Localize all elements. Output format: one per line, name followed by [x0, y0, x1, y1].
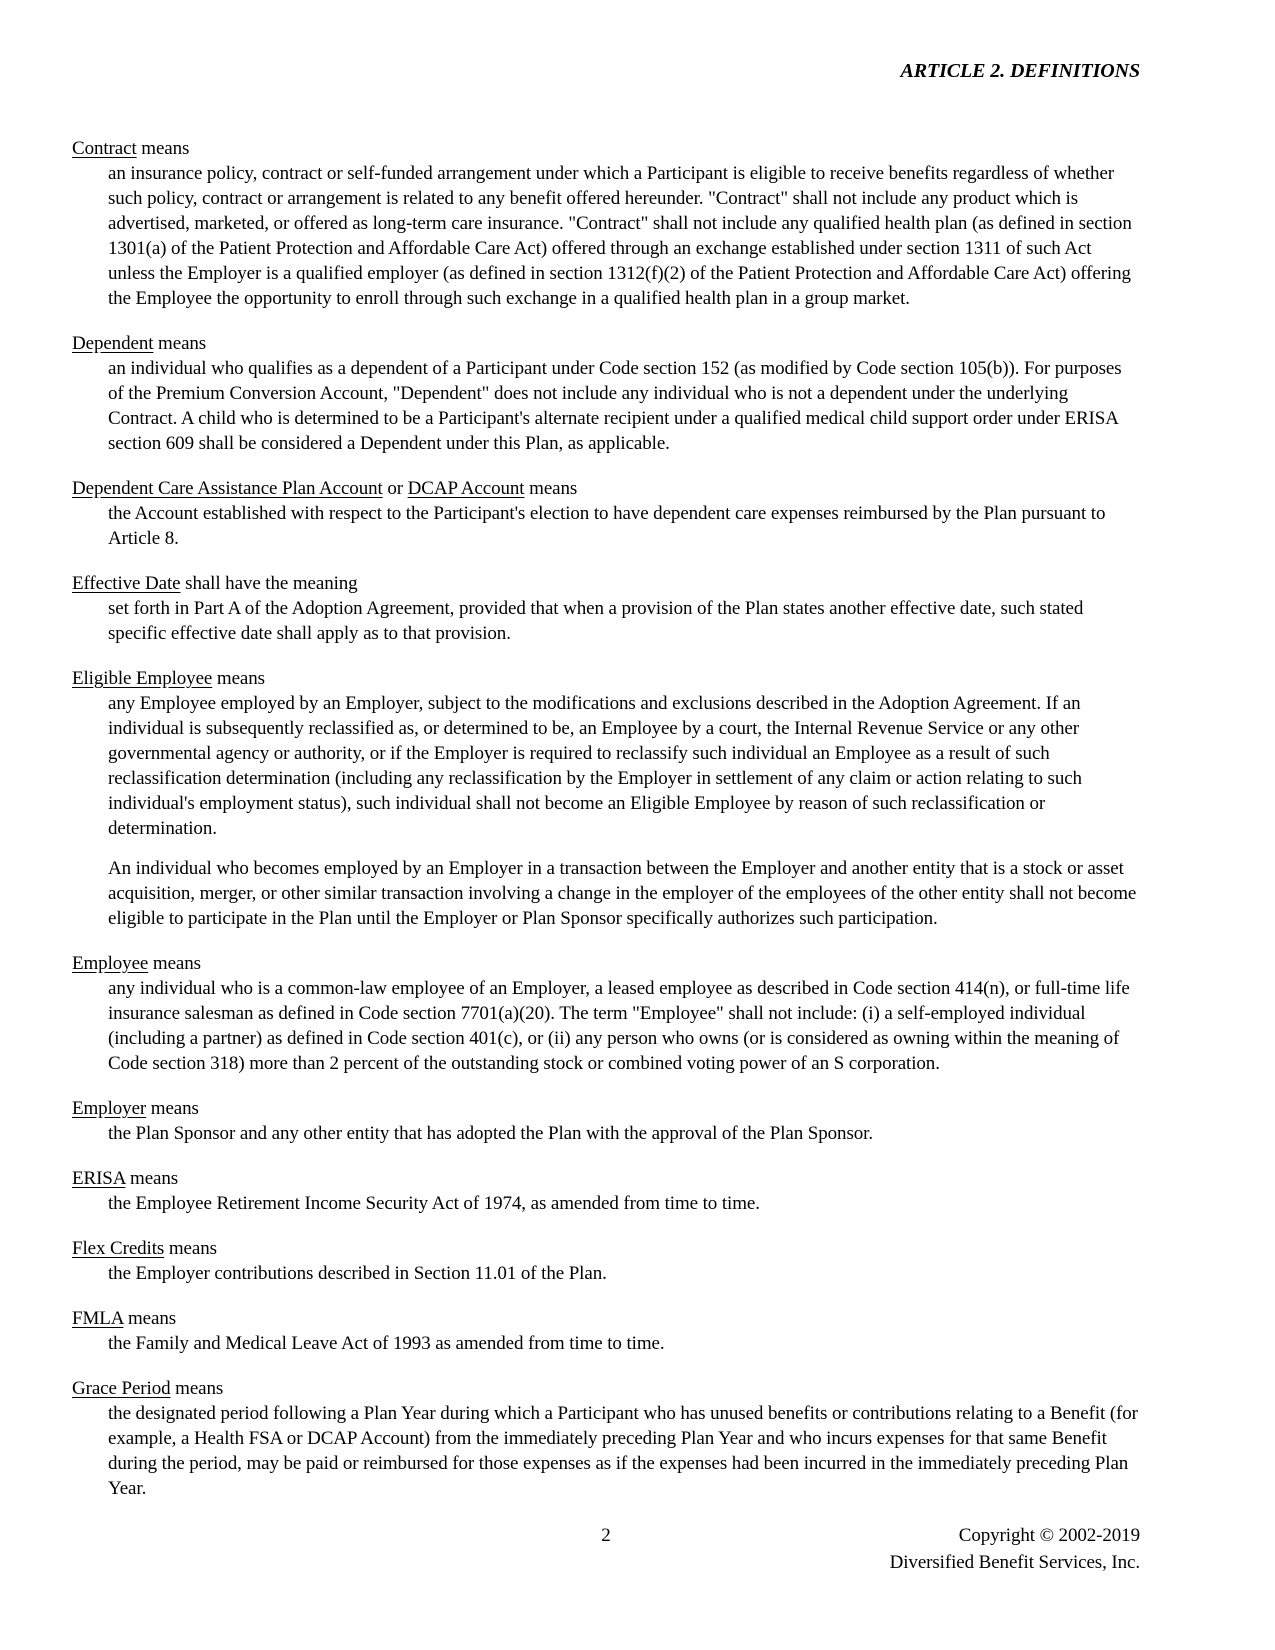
definition-heading-suffix: means: [524, 478, 578, 499]
definition-term: FMLA: [72, 1308, 124, 1329]
copyright-line-1: Copyright © 2002-2019: [958, 1525, 1140, 1546]
definition-heading-suffix: or: [382, 478, 408, 499]
definition-term: ERISA: [72, 1168, 126, 1189]
definition-paragraph: an individual who qualifies as a dependent of a Participant under Code section 152 (as modified by Code section 105(b)). For purposes of the Premium Conversion Account, "Dependent" does not include any individual who is not a dependent under the underlying Contract. A child who is determined to be a Participant's alternate recipient under a qualified medical child support order under ERISA section 609 shall be considered a Dependent under this Plan, as applicable.: [108, 358, 1122, 454]
definition-heading-suffix: means: [146, 1098, 199, 1119]
definition-term: Employee: [72, 953, 149, 974]
definition-block: [72, 1306, 1140, 1356]
definition-term: Grace Period: [72, 1378, 171, 1399]
definition-paragraph: the Account established with respect to the Participant's election to have dependent care expenses reimbursed by the Plan pursuant to Article 8.: [108, 503, 1106, 549]
article-title: ARTICLE 2. DEFINITIONS: [900, 60, 1140, 82]
definition-block: [72, 476, 1140, 551]
definition-heading: [72, 571, 1140, 596]
definition-paragraph: set forth in Part A of the Adoption Agreement, provided that when a provision of the Plan states another effective date, such stated specific effective date shall apply as to that provision.: [108, 598, 1084, 644]
definition-term: DCAP Account: [407, 478, 525, 499]
definition-paragraph: the Family and Medical Leave Act of 1993 as amended from time to time.: [108, 1333, 665, 1354]
definition-paragraph: the Employer contributions described in Section 11.01 of the Plan.: [108, 1263, 607, 1284]
definition-heading: [72, 1376, 1140, 1401]
definition-heading: [72, 136, 1140, 161]
definition-heading-suffix: means: [212, 668, 265, 689]
definition-paragraph: An individual who becomes employed by an Employer in a transaction between the Employer and another entity that is a stock or asset acquisition, merger, or other similar transaction involving a change in the employer of the employees of the other entity shall not become eligible to participate in the Plan until the Employer or Plan Sponsor specifically authorizes such participation.: [108, 858, 1137, 929]
definition-term: Dependent: [72, 333, 154, 354]
definition-heading-suffix: means: [136, 138, 190, 159]
definition-heading: [72, 1166, 1140, 1191]
definition-term: Eligible Employee: [72, 668, 213, 689]
definition-block: [72, 1166, 1140, 1216]
definition-heading-suffix: means: [148, 953, 201, 974]
definition-heading: [72, 951, 1140, 976]
definition-heading: [72, 1096, 1140, 1121]
definition-heading: [72, 666, 1140, 691]
definition-term: Flex Credits: [72, 1238, 165, 1259]
definition-block: [72, 136, 1140, 311]
definition-heading-suffix: means: [123, 1308, 177, 1329]
definition-heading-suffix: means: [125, 1168, 179, 1189]
definition-block: [72, 1096, 1140, 1146]
definition-block: [72, 331, 1140, 456]
definition-heading: [72, 476, 1140, 501]
definition-term: Dependent Care Assistance Plan Account: [72, 478, 383, 499]
definition-heading: [72, 1306, 1140, 1331]
definition-paragraph: an insurance policy, contract or self-funded arrangement under which a Participant is eligible to receive benefits regardless of whether such policy, contract or arrangement is related to any benefit offered hereunder. "Contract" shall not include any product which is advertised, marketed, or offered as long-term care insurance. "Contract" shall not include any qualified health plan (as defined in section 1301(a) of the Patient Protection and Affordable Care Act) offered through an exchange established under section 1311 of such Act unless the Employer is a qualified employer (as defined in section 1312(f)(2) of the Patient Protection and Affordable Care Act) offering the Employee the opportunity to enroll through such exchange in a qualified health plan in a group market.: [108, 163, 1132, 309]
definition-block: [72, 1236, 1140, 1286]
definition-block: [72, 951, 1140, 1076]
definition-block: [72, 666, 1140, 931]
definition-heading-suffix: means: [170, 1378, 224, 1399]
definition-heading-suffix: means: [153, 333, 207, 354]
definition-term: Effective Date: [72, 573, 181, 594]
definition-paragraph: any Employee employed by an Employer, subject to the modifications and exclusions described in the Adoption Agreement. If an individual is subsequently reclassified as, or determined to be, an Employee by a court, the Internal Revenue Service or any other governmental agency or authority, or if the Employer is required to reclassify such individual an Employee as a result of such reclassification determination (including any reclassification by the Employer in settlement of any claim or action relating to such individual's employment status), such individual shall not become an Eligible Employee by reason of such reclassification or determination.: [108, 693, 1082, 839]
definition-block: [72, 571, 1140, 646]
definition-heading: [72, 331, 1140, 356]
definition-block: [72, 1376, 1140, 1501]
definition-paragraph: the Plan Sponsor and any other entity that has adopted the Plan with the approval of the Plan Sponsor.: [108, 1123, 873, 1144]
definitions-list: [72, 136, 1140, 1501]
definition-term: Employer: [72, 1098, 147, 1119]
definition-term: Contract: [72, 138, 137, 159]
page-number: 2: [601, 1525, 611, 1546]
definition-paragraph: the Employee Retirement Income Security Act of 1974, as amended from time to time.: [108, 1193, 760, 1214]
definition-heading: [72, 1236, 1140, 1261]
definition-paragraph: the designated period following a Plan Year during which a Participant who has unused benefits or contributions relating to a Benefit (for example, a Health FSA or DCAP Account) from the immediately preceding Plan Year and who incurs expenses for that same Benefit during the period, may be paid or reimbursed for those expenses as if the expenses had been incurred in the immediately preceding Plan Year.: [108, 1403, 1138, 1499]
page-header: [72, 58, 1140, 84]
definition-heading-suffix: shall have the meaning: [180, 573, 358, 594]
copyright-line-2: Diversified Benefit Services, Inc.: [889, 1552, 1140, 1573]
definition-paragraph: any individual who is a common-law employee of an Employer, a leased employee as described in Code section 414(n), or full-time life insurance salesman as defined in Code section 7701(a)(20). The term "Employee" shall not include: (i) a self-employed individual (including a partner) as defined in Code section 401(c), or (ii) any person who owns (or is considered as owning within the meaning of Code section 318) more than 2 percent of the outstanding stock or combined voting power of an S corporation.: [108, 978, 1130, 1074]
page-footer: [72, 1522, 1140, 1576]
definition-heading-suffix: means: [164, 1238, 217, 1259]
